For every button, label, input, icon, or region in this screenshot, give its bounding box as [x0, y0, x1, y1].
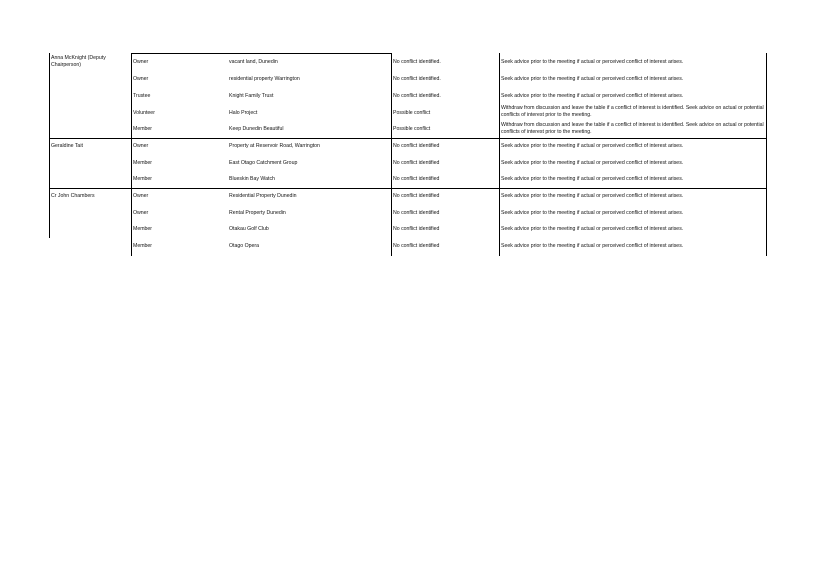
role-cell: Member: [133, 126, 153, 132]
action-cell: Seek advice prior to the meeting if actual or perceived conflict of interest arises.: [501, 76, 684, 82]
action-cell: Seek advice prior to the meeting if actual or perceived conflict of interest arises.: [501, 193, 684, 199]
conflict-cell: No conflict identified: [393, 243, 440, 249]
conflict-cell: No conflict identified: [393, 193, 440, 199]
col-border-action-right: [766, 53, 767, 256]
conflict-cell: No conflict identified: [393, 176, 440, 182]
role-cell: Owner: [133, 210, 149, 216]
interest-cell: Keep Dunedin Beautiful: [229, 126, 284, 132]
action-cell: Seek advice prior to the meeting if actual or perceived conflict of interest arises.: [501, 226, 684, 232]
interest-cell: Property at Reservoir Road, Warrington: [229, 143, 320, 149]
interest-cell: Otago Opera: [229, 243, 259, 249]
interest-cell: Knight Family Trust: [229, 93, 274, 99]
role-cell: Trustee: [133, 93, 151, 99]
action-cell: Seek advice prior to the meeting if actual or perceived conflict of interest arises.: [501, 59, 684, 65]
col-border-action-left: [499, 53, 500, 256]
role-cell: Owner: [133, 76, 149, 82]
role-cell: Owner: [133, 143, 149, 149]
action-cell: Seek advice prior to the meeting if actual or perceived conflict of interest arises.: [501, 93, 684, 99]
col-border-role-left: [131, 53, 132, 256]
action-cell: Seek advice prior to the meeting if actual or perceived conflict of interest arises.: [501, 176, 684, 182]
group-divider-2: [49, 188, 767, 189]
conflict-cell: Possible conflict: [393, 126, 431, 132]
conflict-cell: No conflict identified: [393, 226, 440, 232]
interest-cell: Rental Property Dunedin: [229, 210, 286, 216]
conflict-cell: Possible conflict: [393, 110, 431, 116]
role-cell: Owner: [133, 59, 149, 65]
action-cell: Seek advice prior to the meeting if actual or perceived conflict of interest arises.: [501, 210, 684, 216]
role-cell: Volunteer: [133, 110, 155, 116]
group-divider-1: [49, 138, 767, 139]
col-border-conflict-left: [391, 53, 392, 256]
conflict-cell: No conflict identified: [393, 143, 440, 149]
action-cell: Seek advice prior to the meeting if actual or perceived conflict of interest arises.: [501, 243, 684, 249]
conflict-cell: No conflict identified: [393, 160, 440, 166]
conflict-cell: No conflict identified: [393, 210, 440, 216]
action-cell: Withdraw from discussion and leave the table if a conflict of interest is identified. Seek advice on actual or potential conflicts of interest prior to the meeting.: [501, 105, 764, 119]
interest-cell: Halo Project: [229, 110, 258, 116]
member-name: Geraldine Tait: [51, 143, 83, 149]
role-cell: Member: [133, 160, 153, 166]
interest-cell: Blueskin Bay Watch: [229, 176, 275, 182]
role-cell: Member: [133, 243, 153, 249]
conflict-cell: No conflict identified.: [393, 59, 441, 65]
col-border-name-left: [49, 53, 50, 238]
conflict-cell: No conflict identified.: [393, 76, 441, 82]
interest-cell: Residential Property Dunedin: [229, 193, 297, 199]
member-name: Cr John Chambers: [51, 193, 95, 199]
action-cell: Seek advice prior to the meeting if actual or perceived conflict of interest arises.: [501, 143, 684, 149]
action-cell: Withdraw from discussion and leave the table if a conflict of interest is identified. Seek advice on actual or potential conflicts of interest prior to the meeting.: [501, 122, 764, 136]
member-name: Anna McKnight (Deputy Chairperson): [51, 55, 106, 69]
conflict-cell: No conflict identified.: [393, 93, 441, 99]
role-cell: Member: [133, 226, 153, 232]
role-cell: Owner: [133, 193, 149, 199]
interest-cell: Otakau Golf Club: [229, 226, 269, 232]
interest-cell: residential property Warrington: [229, 76, 300, 82]
interest-cell: East Otago Catchment Group: [229, 160, 298, 166]
action-cell: Seek advice prior to the meeting if actual or perceived conflict of interest arises.: [501, 160, 684, 166]
interest-cell: vacant land, Dunedin: [229, 59, 278, 65]
role-cell: Member: [133, 176, 153, 182]
table-top-border: [131, 53, 391, 54]
